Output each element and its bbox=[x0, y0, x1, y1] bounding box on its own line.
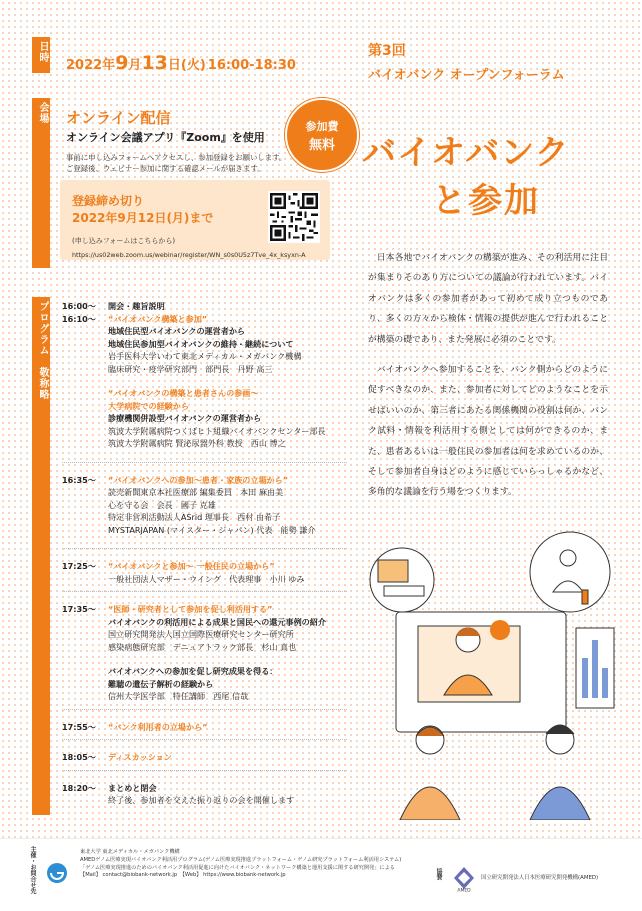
schedule-item: 17:55〜 “バンク利用者の立場から” bbox=[62, 721, 208, 732]
free-badge: 参加費 無料 bbox=[285, 98, 359, 172]
schedule-item: 16:10〜 “バイオバンク構築と参加” 地域住民型バイオバンクの運営者から 地域住民参加型バイオバンクの維持・継続について 岩手医科大学いわて東北メディカル・メガバンク機構 臨床研究・疫学研究部門 部門長 丹野 高三 “バイオバンクの構築と患者さんの参画〜 大学病院での経験から 診療機関併設型バイオバンクの運営者から 筑波大学附属病院つくばヒト組織バイオバンクセンター部長 筑波大学附属病院 腎泌尿器外科 教授 西山 博之 bbox=[62, 313, 326, 448]
program-schedule bbox=[62, 300, 347, 807]
forum-name: バイオバンク オープンフォーラム bbox=[368, 68, 565, 83]
schedule-item: 16:00〜 開会・趣旨説明 bbox=[62, 301, 165, 311]
venue-tab: 会場 bbox=[32, 98, 50, 268]
event-description: 日本各地でバイオバンクの構築が進み、その利活用に注目が集まりそのあり方についての議論が行われています。バイオバンクは多くの参加者があって初めて成り立つものであり、多くの方々から検体・情報の提供が進んで行われることが構築の礎であり、また発展に必須のことです。 バイオバンクへ参加することを、バンク側からどのように促すべきなのか、また、参加者に対してどのようなことを示せばいいのか、第三者にあたる関係機関の役割は何か、バンク試料・情報を利活用する側としては何ができるのか、また、患者あるいは一般住民の参加者は何を求めているのか、そして参加者自身はどのように感じていらっしゃるかなど、多角的な議論を行う場をつくります。 bbox=[368, 253, 608, 498]
online-title: オンライン配信 bbox=[66, 109, 171, 127]
amed-logo-icon bbox=[452, 866, 476, 892]
support-tab: 協賛 bbox=[435, 868, 442, 880]
registration-notes: 事前に申し込みフォームへアクセスし、参加登録をお願いします。 ご登録後、ウェビナー参加に関する確認メールが届きます。 bbox=[66, 153, 287, 173]
deadline-date: 2022年9月12日(月)まで bbox=[72, 211, 214, 225]
datetime-tab: 日時 bbox=[32, 37, 50, 73]
schedule-item: 17:35〜 “医師・研究者として参加を促し利活用する” バイオバンクの利活用による成果と国民への還元事例の紹介 国立研究開発法人国立国際医療研究センター研究所 感染病態研究部 デニュアトラック部長 杉山 真也 バイオバンクへの参加を促し研究成果を得る： 難聴の遺伝子解析の経験から 信州大学医学部 特任講師 西尾 信哉 bbox=[62, 604, 326, 701]
organizer-info: 東北大学 東北メディカル・メガバンク機構 AMEDゲノム医療実現バイオバンク利活用プログラム(ゲノム医療実現推進プラットフォーム・ゲノム研究プラットフォーム利活用システム) 「ゲノム医療実現推進のためのバイオバンク利活用促進に向けたバイオバンク・ネットワーク構築と運用支援に関する研究開発」による 【Mail】 contact@biobank-network.jp 【Web】 https://www.biobank-network.jp bbox=[80, 849, 402, 879]
contact-links[interactable]: 【Mail】 contact@biobank-network.jp 【Web】 https://www.biobank-network.jp bbox=[80, 872, 286, 879]
program-tab: プログラム 敬称略 bbox=[32, 297, 50, 815]
schedule-item: 17:25〜 “バイオバンクと参加〜 一般住民の立場から” 一般社団法人マザー・ウイング 代表理事 小川 ゆみ bbox=[62, 561, 305, 584]
qr-code-icon[interactable] bbox=[268, 191, 320, 243]
event-date: 2022年9月13日(火) 16:00-18:30 bbox=[66, 52, 296, 74]
edition-label: 第3回 bbox=[368, 43, 406, 59]
online-app: オンライン会議アプリ『Zoom』を使用 bbox=[66, 131, 265, 144]
organizer-tab: 主催・お問合せ先 bbox=[29, 846, 36, 894]
form-note: (申し込みフォームはこちらから) bbox=[72, 237, 176, 245]
amed-name: 国立研究開発法人日本医療研究開発機構(AMED) bbox=[481, 875, 599, 881]
amed-logo-text: AMED bbox=[457, 888, 471, 892]
schedule-item: 18:05〜 ディスカッション bbox=[62, 752, 172, 762]
main-title-line1: バイオバンク bbox=[362, 133, 570, 173]
schedule-item: 18:20〜 まとめと閉会 終了後、参加者を交えた振り返りの会を開催します bbox=[62, 782, 295, 805]
registration-link[interactable]: https://us02web.zoom.us/webinar/register/WN_s0s0U5z7Tve_4x_ksyxn-A bbox=[72, 251, 306, 259]
main-title-line2: と参加 bbox=[432, 181, 540, 221]
deadline-label: 登録締め切り bbox=[72, 194, 145, 208]
schedule-item: 16:35〜 “バイオバンクへの参加〜患者・家族の立場から” 読売新聞東京本社医療部 編集委員 本田 麻由美 心を守る会 会長 國子 克雄 特定非営利活動法人ASrid 理事長 西村 由希子 MYSTARJAPAN (マイスター・ジャパン) 代表 能勢 謙介 bbox=[62, 474, 316, 535]
organizer-logo-icon bbox=[46, 862, 68, 884]
meeting-illustration bbox=[360, 530, 622, 820]
